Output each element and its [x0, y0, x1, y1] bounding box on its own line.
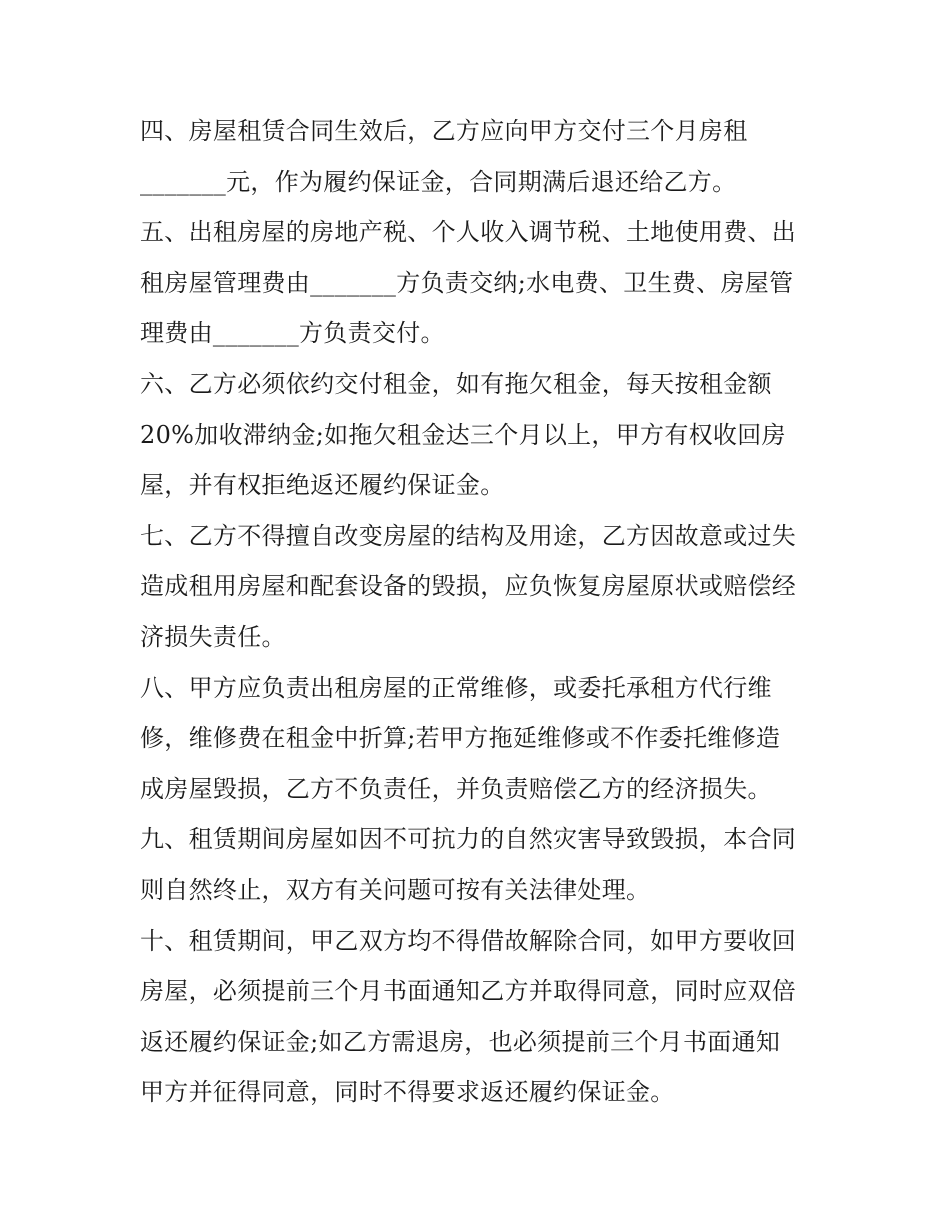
text-line: 八、甲方应负责出租房屋的正常维修，或委托承租方代行维: [140, 673, 772, 702]
text-line: 租房屋管理费由_______方负责交纳;水电费、卫生费、房屋管: [140, 268, 794, 297]
text-line: 七、乙方不得擅自改变房屋的结构及用途，乙方因故意或过失: [140, 521, 797, 550]
text-line: 九、租赁期间房屋如因不可抗力的自然灾害导致毁损，本合同: [140, 825, 797, 854]
text-line: _______元，作为履约保证金，合同期满后退还给乙方。: [140, 167, 737, 196]
text-line: 屋，并有权拒绝返还履约保证金。: [140, 471, 505, 500]
text-line: 则自然终止，双方有关问题可按有关法律处理。: [140, 875, 651, 904]
text-line: 造成租用房屋和配套设备的毁损，应负恢复房屋原状或赔偿经: [140, 572, 797, 601]
text-line: 返还履约保证金;如乙方需退房，也必须提前三个月书面通知: [140, 1027, 781, 1056]
text-line: 五、出租房屋的房地产税、个人收入调节税、土地使用费、出: [140, 218, 797, 247]
text-line: 四、房屋租赁合同生效后，乙方应向甲方交付三个月房租: [140, 117, 748, 145]
text-line: 房屋，必须提前三个月书面通知乙方并取得同意，同时应双倍: [140, 977, 797, 1006]
text-line: 甲方并征得同意，同时不得要求返还履约保证金。: [140, 1078, 675, 1107]
text-line: 20%加收滞纳金;如拖欠租金达三个月以上，甲方有权收回房: [140, 420, 786, 449]
text-line: 修，维修费在租金中折算;若甲方拖延维修或不作委托维修造: [140, 724, 781, 753]
text-line: 成房屋毁损，乙方不负责任，并负责赔偿乙方的经济损失。: [140, 774, 772, 803]
text-line: 济损失责任。: [140, 622, 286, 651]
contract-body: [140, 106, 820, 1118]
text-line: 十、租赁期间，甲乙双方均不得借故解除合同，如甲方要收回: [140, 926, 797, 955]
text-line: 六、乙方必须依约交付租金，如有拖欠租金，每天按租金额: [140, 369, 772, 398]
text-line: 理费由_______方负责交付。: [140, 319, 445, 348]
